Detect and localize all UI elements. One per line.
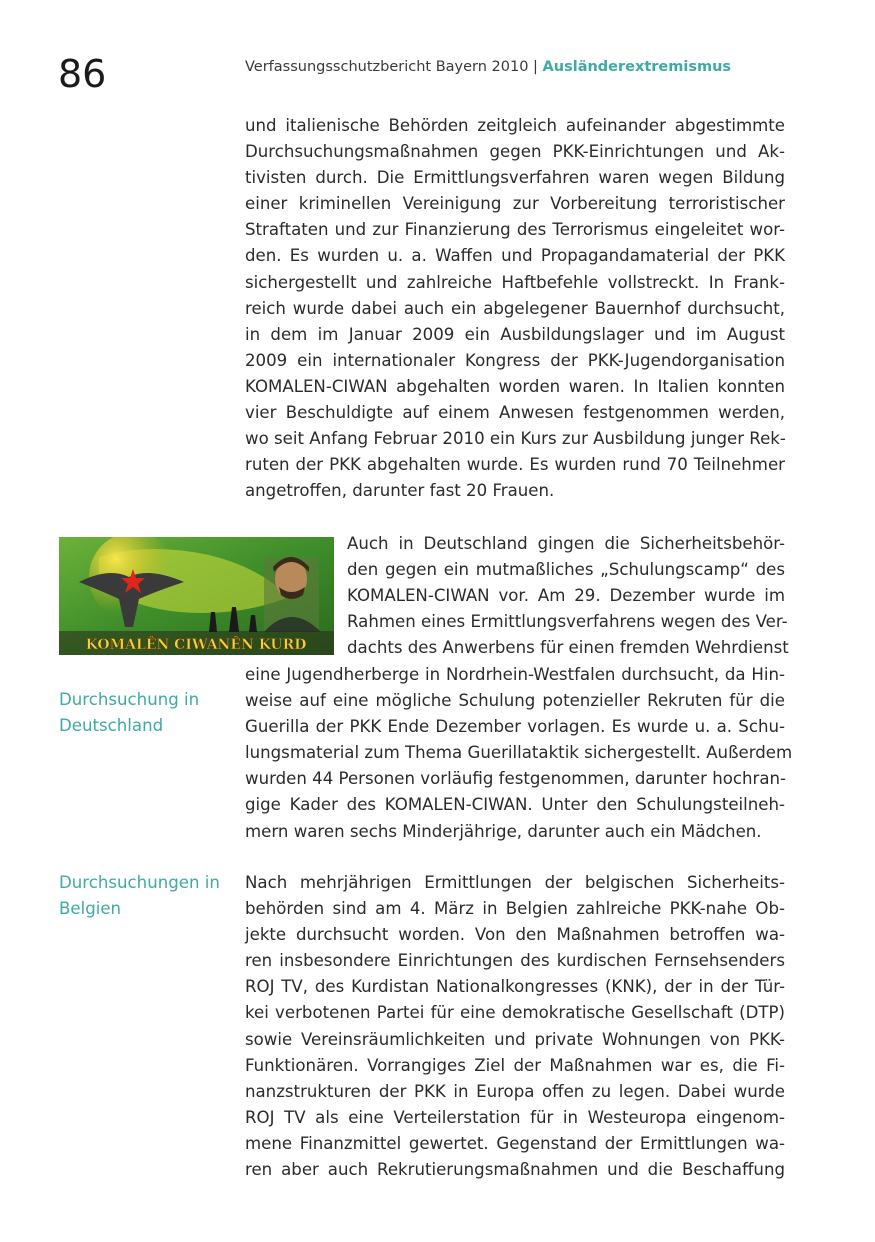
text-line: nanzstrukturen der PKK in Europa offen zu legen. Dabei wurde [245, 1081, 785, 1101]
text-line: KOMALEN-CIWAN vor. Am 29. Dezember wurde im [347, 586, 785, 606]
text-line: den. Es wurden u. a. Waffen und Propagandamaterial der PKK [245, 246, 785, 266]
margin-note-deutschland [59, 687, 234, 739]
text-line: in dem im Januar 2009 ein Ausbildungslager und im August [245, 324, 785, 344]
text-line: tivisten durch. Die Ermittlungsverfahren waren wegen Bildung [245, 168, 785, 188]
text-line: mern waren sechs Minderjährige, darunter auch ein Mädchen. [245, 821, 762, 841]
running-header [245, 57, 731, 77]
text-line: Auch in Deutschland gingen die Sicherheitsbehör- [347, 534, 785, 553]
margin-note-line: Deutschland [59, 716, 164, 736]
text-line: Nach mehrjährigen Ermittlungen der belgischen Sicherheits- [245, 873, 785, 892]
text-line: KOMALEN-CIWAN abgehalten worden waren. In Italien konnten [245, 376, 785, 396]
text-line: ren insbesondere Einrichtungen des kurdischen Fernsehsenders [245, 951, 785, 971]
text-line: sichergestellt und zahlreiche Haftbefehle vollstreckt. In Frank- [245, 272, 785, 292]
text-line: gige Kader des KOMALEN-CIWAN. Unter den Schulungsteilneh- [245, 795, 785, 815]
text-line: eine Jugendherberge in Nordrhein-Westfalen durchsucht, da Hin- [245, 665, 785, 684]
paragraph-2-beside-image [347, 531, 789, 661]
text-line: ren aber auch Rekrutierungsmaßnahmen und die Beschaffung [245, 1160, 785, 1180]
paragraph-3 [245, 870, 785, 1183]
text-line: Straftaten und zur Finanzierung des Terrorismus eingeleitet wor- [245, 220, 785, 240]
text-line: angetroffen, darunter fast 20 Frauen. [245, 481, 555, 501]
text-line: ROJ TV als eine Verteilerstation für in Westeuropa eingenom- [245, 1107, 785, 1127]
running-title: Verfassungsschutzbericht Bayern 2010 | [245, 59, 543, 75]
text-line: wurden 44 Personen vorläufig festgenommen, darunter hochran- [245, 769, 787, 789]
text-line: lungsmaterial zum Thema Guerillataktik sichergestellt. Außerdem [245, 743, 793, 763]
text-line: mene Finanzmittel gewertet. Gegenstand der Ermittlungen wa- [245, 1133, 785, 1153]
text-line: und italienische Behörden zeitgleich aufeinander abgestimmte [245, 116, 785, 135]
margin-note-line: Durchsuchungen in [59, 873, 220, 892]
paragraph-2 [245, 662, 793, 845]
paragraph-1 [245, 113, 785, 504]
text-line: ROJ TV, des Kurdistan Nationalkongresses (KNK), der in der Tür- [245, 977, 785, 997]
text-line: Guerilla der PKK Ende Dezember vorlagen. Es wurde u. a. Schu- [245, 717, 785, 737]
page-number: 86 [58, 52, 107, 96]
text-line: Rahmen eines Ermittlungsverfahrens wegen des Ver- [347, 612, 788, 632]
text-line: dachts des Anwerbens für einen fremden Wehrdienst [347, 638, 789, 658]
text-line: kei verbotenen Partei für eine demokratische Gesellschaft (DTP) [245, 1003, 785, 1023]
text-line: den gegen ein mutmaßliches „Schulungscamp“ des [347, 560, 785, 580]
text-line: jekte durchsucht worden. Von den Maßnahmen betroffen wa- [245, 925, 785, 945]
text-line: Durchsuchungsmaßnahmen gegen PKK-Einrichtungen und Ak- [245, 142, 785, 162]
text-line: weise auf eine mögliche Schulung potenzieller Rekruten für die [245, 691, 785, 711]
text-line: reich wurde dabei auch ein abgelegener Bauernhof durchsucht, [245, 298, 785, 318]
komalen-ciwan-banner-image [59, 537, 334, 655]
text-line: ruten der PKK abgehalten wurde. Es wurden rund 70 Teilnehmer [245, 455, 785, 475]
margin-note-line: Belgien [59, 899, 122, 919]
text-line: Funktionären. Vorrangiges Ziel der Maßnahmen war es, die Fi- [245, 1055, 785, 1075]
text-line: vier Beschuldigte auf einem Anwesen festgenommen werden, [245, 403, 785, 423]
text-line: 2009 ein internationaler Kongress der PKK-Jugendorganisation [245, 350, 785, 370]
text-line: behörden sind am 4. März in Belgien zahlreiche PKK-nahe Ob- [245, 899, 785, 919]
section-title: Ausländerextremismus [542, 59, 732, 75]
text-line: wo seit Anfang Februar 2010 ein Kurs zur Ausbildung junger Rek- [245, 429, 786, 449]
margin-note-line: Durchsuchung in [59, 690, 200, 709]
banner-text: KOMALÊN CIWANÊN KURD [85, 637, 307, 653]
text-line: sowie Vereinsräumlichkeiten und private Wohnungen von PKK- [245, 1029, 785, 1049]
text-line: einer kriminellen Vereinigung zur Vorbereitung terroristischer [245, 194, 785, 214]
margin-note-belgien [59, 870, 234, 922]
